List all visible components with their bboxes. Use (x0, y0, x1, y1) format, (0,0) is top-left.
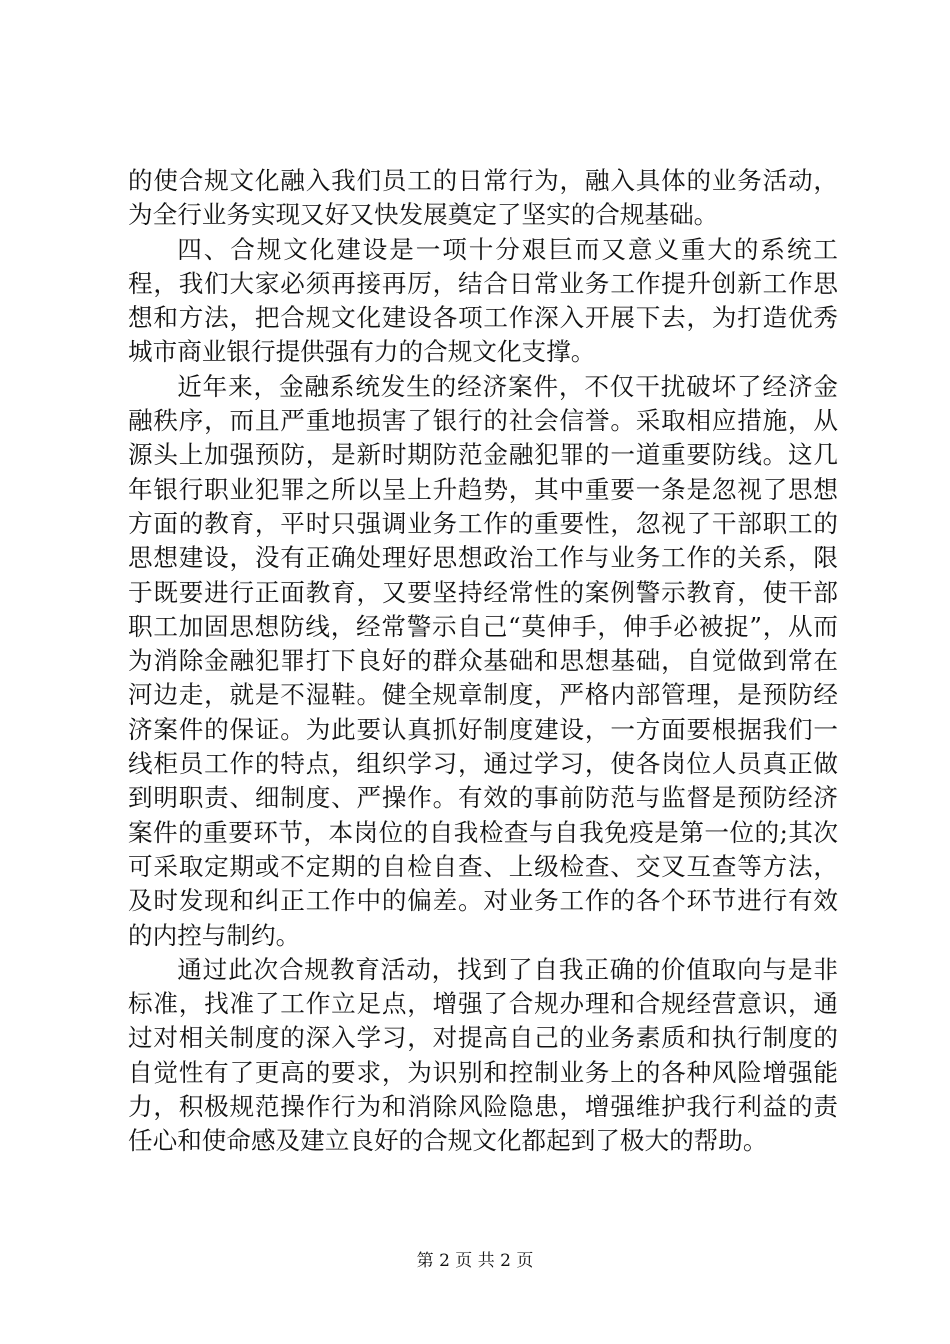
paragraph-conclusion: 通过此次合规教育活动，找到了自我正确的价值取向与是非标准，找准了工作立足点，增强了合规办理和合规经营意识，通过对相关制度的深入学习，对提高自己的业务素质和执行制度的自觉性有了更高的要求，为识别和控制业务上的各种风险增强能力，积极规范操作行为和消除风险隐患，增强维护我行利益的责任心和使命感及建立良好的合规文化都起到了极大的帮助。 (128, 954, 838, 1156)
paragraph-case-prevention: 近年来，金融系统发生的经济案件，不仅干扰破坏了经济金融秩序，而且严重地损害了银行的社会信誉。采取相应措施，从源头上加强预防，是新时期防范金融犯罪的一道重要防线。这几年银行职业犯罪之所以呈上升趋势，其中重要一条是忽视了思想方面的教育，平时只强调业务工作的重要性，忽视了干部职工的思想建设，没有正确处理好思想政治工作与业务工作的关系，限于既要进行正面教育，又要坚持经常性的案例警示教育，使干部职工加固思想防线，经常警示自己“莫伸手，伸手必被捉”，从而为消除金融犯罪打下良好的群众基础和思想基础，自觉做到常在河边走，就是不湿鞋。健全规章制度，严格内部管理，是预防经济案件的保证。为此要认真抓好制度建设，一方面要根据我们一线柜员工作的特点，组织学习，通过学习，使各岗位人员真正做到明职责、细制度、严操作。有效的事前防范与监督是预防经济案件的重要环节，本岗位的自我检查与自我免疫是第一位的;其次可采取定期或不定期的自检自查、上级检查、交叉互查等方法，及时发现和纠正工作中的偏差。对业务工作的各个环节进行有效的内控与制约。 (128, 371, 838, 950)
page-number-footer: 第 2 页 共 2 页 (416, 1251, 534, 1271)
paragraph-section-four: 四、合规文化建设是一项十分艰巨而又意义重大的系统工程，我们大家必须再接再厉，结合日常业务工作提升创新工作思想和方法，把合规文化建设各项工作深入开展下去，为打造优秀城市商业银行提供强有力的合规文化支撑。 (128, 234, 838, 367)
paragraph-continuation: 的使合规文化融入我们员工的日常行为，融入具体的业务活动，为全行业务实现又好又快发展奠定了坚实的合规基础。 (128, 166, 838, 230)
document-body (128, 164, 838, 1159)
